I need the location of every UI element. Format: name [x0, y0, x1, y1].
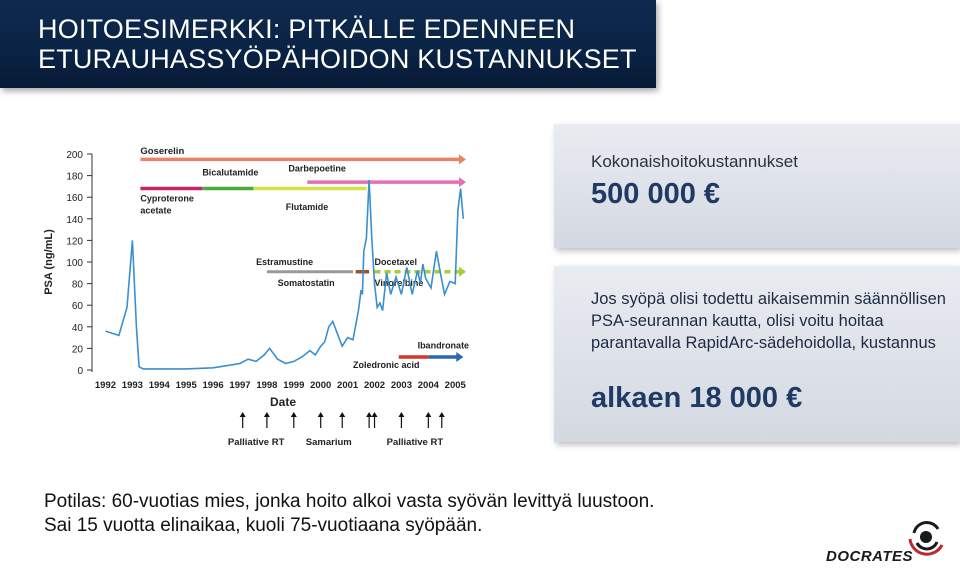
therapy-label-docetaxel: Docetaxel	[374, 257, 418, 268]
event-arrow-head	[240, 412, 246, 417]
patient-note-line1: Potilas: 60-vuotias mies, jonka hoito alkoi vasta syövän levittyä luustoon.	[44, 491, 655, 512]
page-title-line1: HOITOESIMERKKI: PITKÄLLE EDENNEEN	[38, 14, 576, 44]
y-tick-label: 80	[71, 279, 83, 291]
y-tick-label: 20	[71, 344, 83, 356]
therapy-label-ibandronate: Ibandronate	[417, 340, 470, 351]
event-label: Palliative RT	[227, 437, 285, 448]
therapy-label-estramustine: Estramustine	[256, 257, 314, 268]
x-tick-label: 1997	[229, 380, 251, 391]
y-tick-label: 100	[66, 258, 83, 269]
event-arrow-head	[372, 412, 378, 417]
y-tick-label: 0	[77, 366, 83, 377]
y-tick-label: 200	[66, 150, 83, 161]
x-tick-label: 1999	[283, 380, 305, 391]
total-cost-box	[554, 124, 960, 248]
x-tick-label: 2000	[310, 380, 332, 391]
x-tick-label: 2003	[390, 380, 412, 391]
y-axis-label: PSA (ng/mL)	[43, 229, 55, 295]
x-tick-label: 2002	[363, 380, 386, 391]
x-tick-label: 1992	[94, 380, 117, 391]
event-arrow-head	[339, 412, 345, 417]
event-arrow-head	[366, 412, 372, 417]
y-tick-label: 60	[71, 301, 83, 313]
total-cost-label: Kokonaishoitokustannukset	[591, 152, 798, 171]
y-tick-label: 160	[66, 193, 83, 205]
y-tick-label: 140	[66, 214, 83, 226]
total-cost-value: 500 000 €	[591, 178, 721, 210]
therapy-label-bicalutamide: Bicalutamide	[202, 167, 259, 178]
annotation-somatostatin: Somatostatin	[277, 277, 335, 288]
therapy-bar-docetaxel-arrow	[459, 267, 466, 277]
x-tick-label: 1995	[175, 380, 197, 391]
y-tick-label: 40	[71, 322, 83, 334]
page-title-line2: ETURAUHASSYÖPÄHOIDON KUSTANNUKSET	[38, 44, 637, 74]
y-tick-label: 180	[66, 171, 83, 183]
therapy-label-zoledronic: Zoledronic acid	[352, 359, 420, 370]
event-arrow-head	[264, 412, 270, 417]
x-tick-label: 2004	[417, 380, 439, 391]
therapy-label-goserelin: Goserelin	[140, 146, 185, 157]
psa-chart	[38, 132, 478, 452]
therapy-bar-ibandronate-arrow	[456, 352, 463, 362]
therapy-label-cyproterone-2: acetate	[140, 205, 172, 216]
logo-text: DOCRATES	[826, 548, 914, 565]
therapy-label-cyproterone: Cyproterone	[140, 193, 194, 204]
x-tick-label: 2001	[337, 380, 359, 391]
x-axis-label: Date	[270, 395, 297, 409]
event-label: Palliative RT	[386, 437, 444, 448]
event-arrow-head	[318, 412, 324, 417]
therapy-bar-darbepoetine-arrow	[459, 177, 466, 187]
alternative-cost-box	[554, 266, 960, 442]
x-tick-label: 1993	[121, 380, 143, 391]
therapy-bar-goserelin-arrow	[459, 154, 466, 164]
event-arrow-head	[425, 412, 431, 417]
therapy-label-flutamide: Flutamide	[285, 202, 329, 213]
x-tick-label: 1998	[256, 380, 278, 391]
therapy-label-darbepoetine: Darbepoetine	[288, 163, 346, 174]
alternative-cost-text: Jos syöpä olisi todettu aikaisemmin säännöllisen PSA-seurannan kautta, olisi voitu hoitaa parantavalla RapidArc-sädehoidolla, kustannus	[591, 290, 946, 352]
alternative-cost-value: alkaen 18 000 €	[591, 382, 803, 414]
title-bar	[0, 0, 656, 88]
event-label: Samarium	[305, 437, 352, 448]
patient-note-line2: Sai 15 vuotta elinaikaa, kuoli 75-vuotiaana syöpään.	[44, 515, 483, 536]
x-tick-label: 2005	[444, 380, 466, 391]
x-tick-label: 1994	[148, 380, 170, 391]
event-arrow-head	[398, 412, 404, 417]
logo-swirl-icon	[910, 523, 942, 555]
annotation-vinorelbine: Vinorelbine	[374, 277, 424, 288]
event-arrow-head	[291, 412, 297, 417]
docrates-logo	[822, 517, 948, 565]
x-tick-label: 1996	[202, 380, 224, 391]
event-arrow-head	[439, 412, 445, 417]
y-tick-label: 120	[66, 236, 83, 248]
